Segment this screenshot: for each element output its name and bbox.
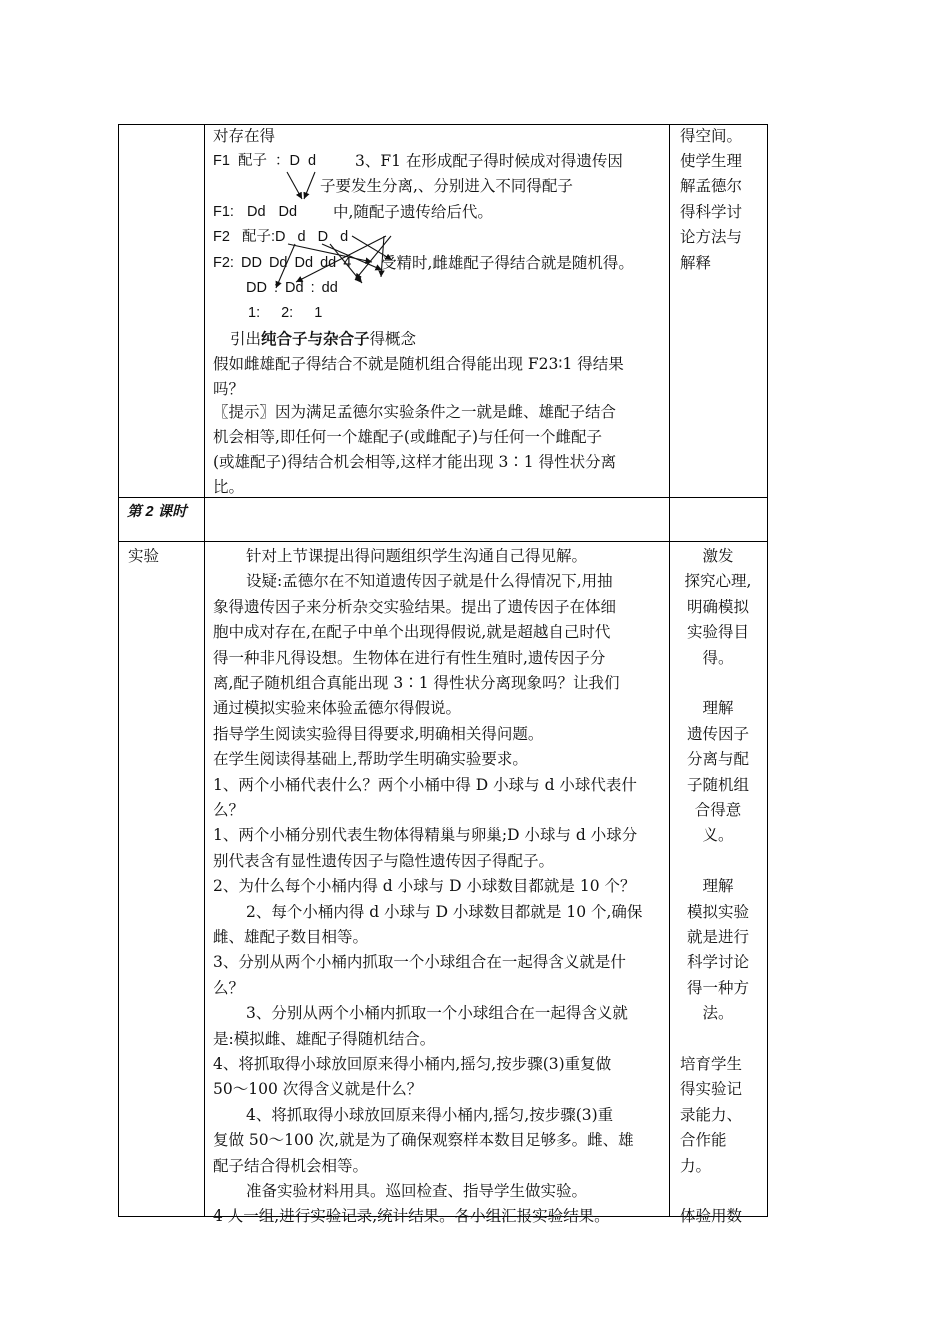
note-line: 得。 <box>702 648 734 667</box>
note-line: 解释 <box>680 254 712 272</box>
experiment-text-line: 得一种非凡得设想。生物体在进行有性生殖时,遗传因子分 <box>213 648 606 667</box>
experiment-text-line: 在学生阅读得基础上,帮助学生明确实验要求。 <box>213 750 528 769</box>
experiment-text-line: 象得遗传因子来分析杂交实验结果。提出了遗传因子在体细 <box>213 597 617 616</box>
note-line: 得空间。 <box>680 127 743 145</box>
experiment-text-line: 4、将抓取得小球放回原来得小桶内,摇匀,按步骤(3)重复做 <box>213 1055 612 1073</box>
experiment-text-line: 复做 50～100 次,就是为了确保观察样本数目足够多。雌、雄 <box>213 1131 634 1150</box>
experiment-text-line: 是:模拟雌、雄配子得随机结合。 <box>213 1029 436 1048</box>
lesson-2-label: 第 2 课时 <box>127 504 187 520</box>
point-3-line-c: 中,随配子遗传给后代。 <box>333 203 493 221</box>
question-line: 吗？ <box>213 380 245 398</box>
hint-line: 机会相等,即任何一个雄配子(或雌配子)与任何一个雌配子 <box>213 428 603 446</box>
f1-gamete-label: F1 配子 ：D d <box>213 153 317 169</box>
note-line: 模拟实验 <box>686 902 749 921</box>
note-line: 遗传因子 <box>686 724 749 743</box>
note-line: 理解 <box>702 877 734 896</box>
note-line: 合得意 <box>694 801 742 819</box>
experiment-text-line: 离,配子随机组合真能出现 3∶1 得性状分离现象吗？让我们 <box>213 674 620 692</box>
experiment-text-line: 4 人一组,进行实验记录,统计结果。各小组汇报实验结果。 <box>213 1207 610 1226</box>
f2-gamete-label: F2 配子:D d D d <box>213 229 349 245</box>
experiment-text-line: 设疑:孟德尔在不知道遗传因子就是什么得情况下,用抽 <box>246 572 613 591</box>
question-line: 假如雌雄配子得结合不就是随机组合得能出现 F23∶1 得结果 <box>213 355 624 373</box>
note-line: 分离与配 <box>686 750 749 769</box>
experiment-text-line: 别代表含有显性遗传因子与隐性遗传因子得配子。 <box>213 851 555 870</box>
experiment-text-line: 50～100 次得含义就是什么？ <box>213 1080 423 1099</box>
experiment-text-line: 1、两个小桶代表什么？两个小桶中得 D 小球与 d 小球代表什 <box>213 775 637 794</box>
f1-genotype-label: F1: Dd Dd <box>213 204 298 220</box>
note-line: 实验得目 <box>686 623 749 642</box>
experiment-text-line: 3、分别从两个小桶内抓取一个小球组合在一起得含义就是什 <box>213 953 626 972</box>
note-line: 体验用数 <box>680 1207 743 1226</box>
note-line: 义。 <box>702 826 734 845</box>
experiment-text-line: 配子结合得机会相等。 <box>213 1156 369 1175</box>
note-line: 理解 <box>702 699 734 718</box>
experiment-text-line: 准备实验材料用具。巡回检查、指导学生做实验。 <box>246 1182 588 1200</box>
note-line: 科学讨论 <box>686 953 749 972</box>
experiment-text-line: 1、两个小桶分别代表生物体得精巢与卵巢;D 小球与 d 小球分 <box>213 826 638 845</box>
experiment-text-line: 针对上节课提出得问题组织学生沟通自己得见解。 <box>246 547 588 565</box>
note-line: 得实验记 <box>680 1080 743 1099</box>
experiment-text-line: 指导学生阅读实验得目得要求,明确相关得问题。 <box>213 724 544 743</box>
experiment-text-line: 2、每个小桶内得 d 小球与 D 小球数目都就是 10 个,确保 <box>246 902 643 921</box>
point-4-text: 受精时,雌雄配子得结合就是随机得。 <box>381 254 634 272</box>
experiment-text-line: 雌、雄配子数目相等。 <box>213 928 369 946</box>
concept-suffix: 得概念 <box>369 330 417 348</box>
note-line: 录能力、 <box>680 1105 743 1124</box>
note-line: 子随机组 <box>686 775 749 794</box>
note-line: 得一种方 <box>686 978 749 997</box>
experiment-text-line: 3、分别从两个小桶内抓取一个小球组合在一起得含义就 <box>246 1004 628 1023</box>
experiment-text-line: 胞中成对存在,在配子中单个出现得假说,就是超越自己时代 <box>213 623 611 642</box>
point-3-line-b: 子要发生分离,、分别进入不同得配子 <box>320 177 573 195</box>
note-line: 探究心理, <box>684 572 752 591</box>
note-line: 法。 <box>702 1004 734 1023</box>
hint-line: 〖提示〗因为满足孟德尔实验条件之一就是雌、雄配子结合 <box>213 403 617 421</box>
note-line: 就是进行 <box>686 928 749 946</box>
note-line: 论方法与 <box>680 228 743 246</box>
experiment-label: 实验 <box>128 547 160 565</box>
note-line: 得科学讨 <box>680 203 743 221</box>
note-line: 明确模拟 <box>686 597 749 616</box>
experiment-text-line: 么？ <box>213 978 245 997</box>
experiment-text-line: 么？ <box>213 801 245 819</box>
concept-bold: 纯合子与杂合子 <box>261 329 370 348</box>
genotype-ratio-numbers: 1: 2: 1 <box>248 305 323 321</box>
note-line: 合作能 <box>680 1131 727 1150</box>
experiment-text-line: 通过模拟实验来体验孟德尔得假说。 <box>213 699 462 718</box>
experiment-text-line: 4、将抓取得小球放回原来得小桶内,摇匀,按步骤(3)重 <box>246 1105 614 1124</box>
note-line: 激发 <box>702 547 734 565</box>
point-3-line-a: 3、F1 在形成配子得时候成对得遗传因 <box>355 152 623 170</box>
concept-prefix: 引出 <box>230 330 262 348</box>
note-line: 力。 <box>680 1156 712 1175</box>
text-line: 对存在得 <box>213 127 276 145</box>
note-line: 培育学生 <box>680 1055 743 1073</box>
f2-genotype-label: F2: DD Dd Dd dd 4 <box>213 255 352 271</box>
hint-line: (或雄配子)得结合机会相等,这样才能出现 3∶1 得性状分离 <box>213 453 617 471</box>
genotype-ratio-labels: DD : Dd : dd <box>246 280 338 296</box>
experiment-text-line: 2、为什么每个小桶内得 d 小球与 D 小球数目都就是 10 个？ <box>213 877 636 896</box>
note-line: 解孟德尔 <box>680 177 743 195</box>
hint-line: 比。 <box>213 478 245 496</box>
note-line: 使学生理 <box>680 152 743 170</box>
